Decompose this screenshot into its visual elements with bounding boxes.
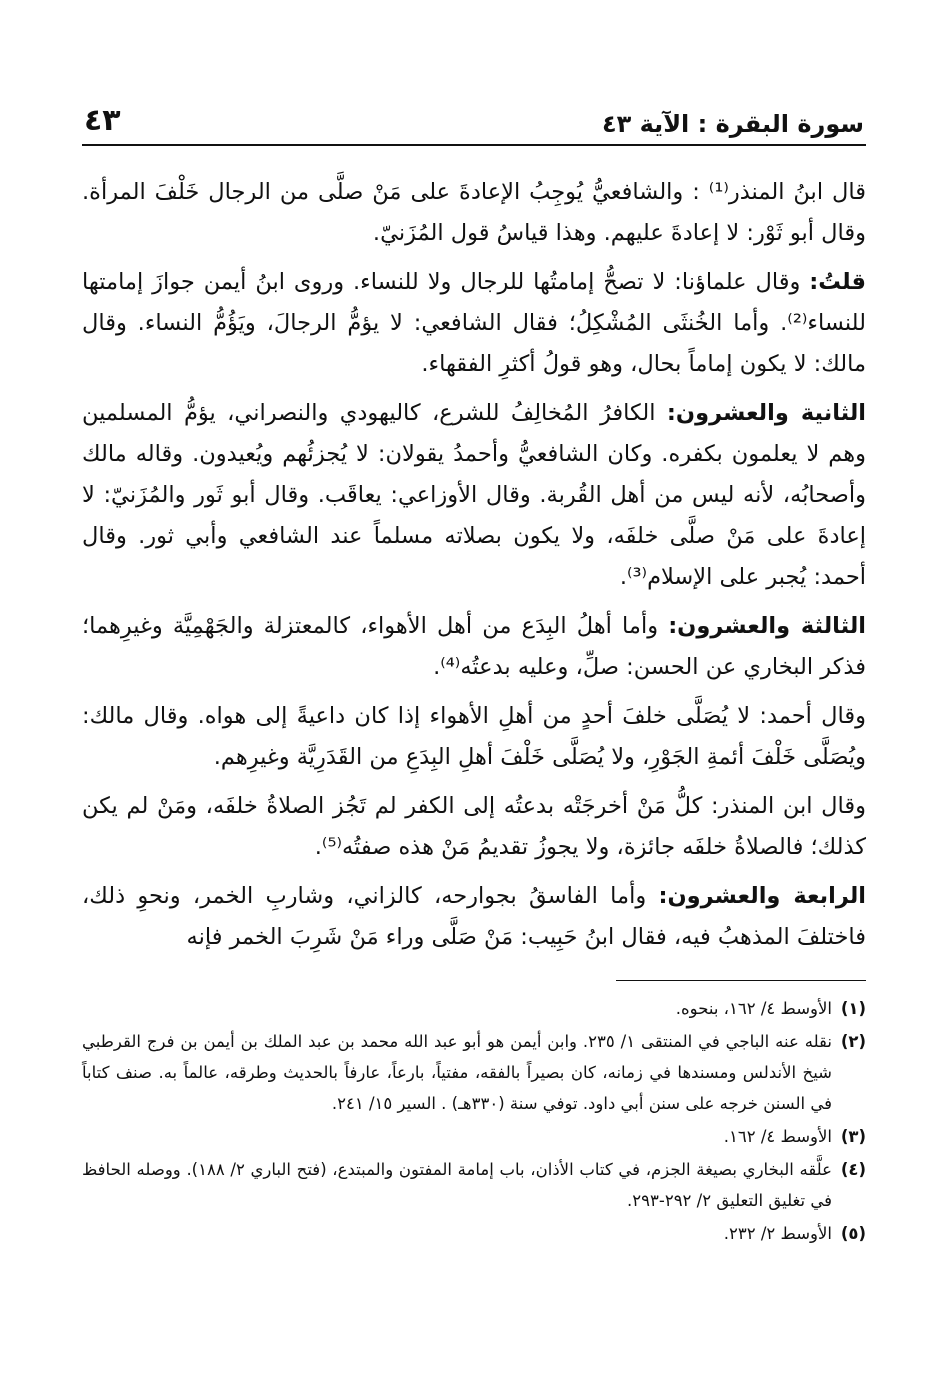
paragraph-text: وأما الفاسقُ بجوارحه، كالزاني، وشاربِ الخمر، ونحوِ ذلك، فاختلفَ المذهبُ فيه، فقال ابنُ حَبِيب: مَنْ صَلَّى وراء مَنْ شَرِبَ الخمر فإنه (82, 883, 866, 950)
main-text (82, 172, 866, 958)
footnote-text: نقله عنه الباجي في المنتقى ١/ ٢٣٥. وابن أيمن هو أبو عبد الله محمد بن عبد الملك بن أيمن بن فرج القرطبي شيخ الأندلس ومسندها في زمانه، كان بصيراً بالفقه، مفتياً، بارعاً، عارفاً بالحديث وطرقه، عالماً به. صنف كتاباً في السنن خرجه على سنن أبي داود. توفي سنة (٣٣٠هـ) . السير ١٥/ ٢٤١. (82, 1032, 832, 1113)
paragraph-text: وقال علماؤنا: لا تصحُّ إمامتُها للرجال ولا للنساء. وروى ابنُ أيمن جوازَ إمامتها للنساء⁽²⁾. وأما الخُنثَى المُشْكِلُ؛ فقال الشافعي: لا يؤمُّ الرجالَ، ويَؤُمُّ النساء. وقال مالك: لا يكون إماماً بحال، وهو قولُ أكثرِ الفقهاء. (82, 269, 866, 377)
page-header (82, 90, 866, 146)
footnote (82, 1154, 866, 1216)
paragraph-text: الكافرُ المُخالِفُ للشرع، كاليهودي والنصراني، يؤمُّ المسلمين وهم لا يعلمون بكفره. وكان الشافعيُّ وأحمدُ يقولان: لا يُجزئُهم ويُعيدون. وقاله مالك وأصحابُه، لأنه ليس من أهل القُربة. وقال الأوزاعي: يعاقَب. وقال أبو ثَور والمُزَنيّ: لا إعادةَ على مَنْ صلَّى خلفَه، ولا يكون بصلاته مسلماً عند الشافعي وأبي ثور. وقال أحمد: يُجبر على الإسلام⁽³⁾. (82, 400, 866, 590)
paragraph-lead: الثالثة والعشرون: (668, 613, 866, 639)
paragraph (82, 876, 866, 958)
page-number: ٤٣ (84, 103, 121, 138)
footnote-number: (٥) (840, 1224, 866, 1243)
footnote-number: (٣) (840, 1127, 866, 1146)
footnote (82, 1026, 866, 1119)
footnote-number: (٢) (840, 1032, 866, 1051)
paragraph-text: قال ابنُ المنذر⁽¹⁾ : والشافعيُّ يُوجِبُ الإعادةَ على مَنْ صلَّى من الرجال خَلْفَ المرأة. وقال أبو ثَوْر: لا إعادةَ عليهم. وهذا قياسُ قول المُزَنيّ. (82, 179, 866, 246)
paragraph (82, 262, 866, 385)
paragraph (82, 172, 866, 254)
paragraph (82, 786, 866, 868)
paragraph-text: وأما أهلُ البِدَع من أهل الأهواء، كالمعتزلة والجَهْمِيَّة وغيرِهما؛ فذكر البخاري عن الحسن: صلِّ، وعليه بدعتُه⁽⁴⁾. (82, 613, 866, 680)
paragraph (82, 606, 866, 688)
running-title: سورة البقرة : الآية ٤٣ (601, 110, 864, 138)
footnotes (82, 993, 866, 1249)
paragraph (82, 393, 866, 598)
paragraph (82, 696, 866, 778)
paragraph-lead: الثانية والعشرون: (666, 400, 866, 426)
footnote-divider (616, 980, 866, 981)
footnote-text: الأوسط ٤/ ١٦٢، بنحوه. (675, 999, 832, 1018)
paragraph-text: وقال ابن المنذر: كلُّ مَنْ أخرجَتْه بدعتُه إلى الكفر لم تَجُز الصلاةُ خلفَه، ومَنْ لم يكن كذلك؛ فالصلاةُ خلفَه جائزة، ولا يجوزُ تقديمُ مَنْ هذه صفتُه⁽⁵⁾. (82, 793, 866, 860)
footnote-number: (١) (840, 999, 866, 1018)
footnote (82, 1121, 866, 1152)
paragraph-lead: الرابعة والعشرون: (658, 883, 866, 909)
footnote-text: الأوسط ٤/ ١٦٢. (723, 1127, 832, 1146)
book-page (82, 90, 866, 1330)
footnote (82, 1218, 866, 1249)
footnote-number: (٤) (840, 1160, 866, 1179)
paragraph-lead: قلتُ: (809, 269, 866, 295)
footnote-text: علَّقه البخاري بصيغة الجزم، في كتاب الأذان، باب إمامة المفتون والمبتدع، (فتح الباري ٢/ ١٨٨). ووصله الحافظ في تغليق التعليق ٢/ ٢٩٢-٢٩٣. (82, 1160, 832, 1210)
paragraph-text: وقال أحمد: لا يُصَلَّى خلفَ أحدٍ من أهلِ الأهواء إذا كان داعيةً إلى هواه. وقال مالك: ويُصَلَّى خَلْفَ أئمةِ الجَوْرِ، ولا يُصَلَّى خَلْفَ أهلِ البِدَعِ من القَدَرِيَّة وغيرِهم. (82, 703, 866, 770)
footnote-text: الأوسط ٢/ ٢٣٢. (723, 1224, 832, 1243)
footnote (82, 993, 866, 1024)
